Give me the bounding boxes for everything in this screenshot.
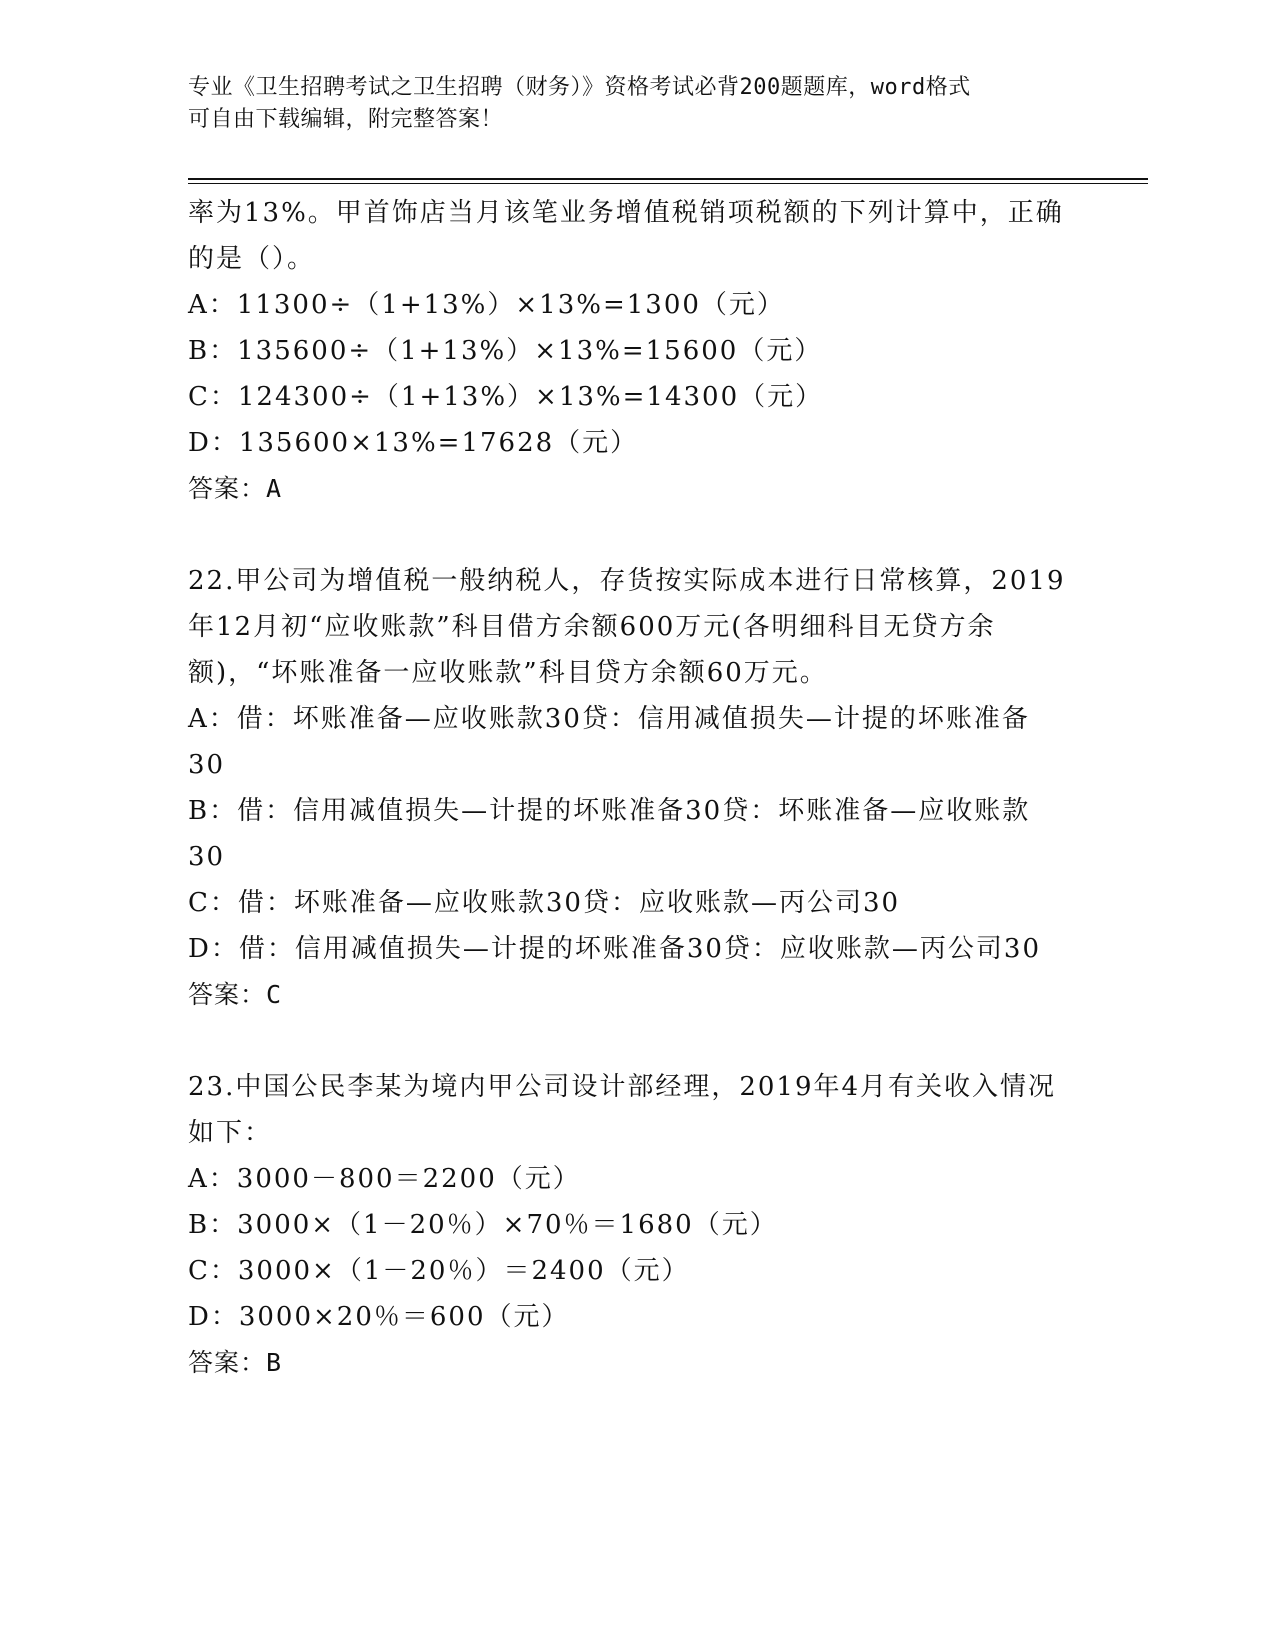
question-stem-line: 年12月初“应收账款”科目借方余额600万元(各明细科目无贷方余 <box>188 612 996 642</box>
question-stem-line: 23.中国公民李某为境内甲公司设计部经理，2019年4月有关收入情况 <box>188 1072 1057 1102</box>
answer-line: 答案：B <box>188 1348 283 1377</box>
option-a: A：11300÷（1+13%）×13%=1300（元） <box>188 290 785 320</box>
option-a: A：借：坏账准备—应收账款30贷：信用减值损失—计提的坏账准备 <box>188 704 1030 734</box>
option-c: C：借：坏账准备—应收账款30贷：应收账款—丙公司30 <box>188 888 901 918</box>
document-body <box>188 190 1088 1386</box>
question-stem-line: 如下： <box>188 1118 273 1148</box>
answer-line: 答案：A <box>188 474 283 503</box>
option-d: D：借：信用减值损失—计提的坏账准备30贷：应收账款—丙公司30 <box>188 934 1042 964</box>
header-title-line-2: 可自由下载编辑，附完整答案！ <box>188 107 504 132</box>
header-divider-thick <box>188 178 1148 180</box>
question-stem-line: 额)，“坏账准备一应收账款”科目贷方余额60万元。 <box>188 658 828 688</box>
option-d: D：3000×20％＝600（元） <box>188 1302 570 1332</box>
option-a: A：3000－800＝2200（元） <box>188 1164 581 1194</box>
option-a-continued: 30 <box>188 750 226 780</box>
option-d: D：135600×13%=17628（元） <box>188 428 639 458</box>
question-22 <box>188 558 1088 1018</box>
question-spacer <box>188 1018 1088 1064</box>
answer-line: 答案：C <box>188 980 283 1009</box>
question-stem-line: 率为13%。甲首饰店当月该笔业务增值税销项税额的下列计算中，正确 <box>188 198 1064 228</box>
question-23 <box>188 1064 1088 1386</box>
header-divider-thin <box>188 183 1148 184</box>
document-header <box>188 72 1088 136</box>
question-spacer <box>188 512 1088 558</box>
option-b: B：3000×（1－20％）×70％＝1680（元） <box>188 1210 778 1240</box>
question-stem-line: 的是（）。 <box>188 244 316 274</box>
question-21 <box>188 190 1088 512</box>
option-b: B：借：信用减值损失—计提的坏账准备30贷：坏账准备—应收账款 <box>188 796 1031 826</box>
question-stem-line: 22.甲公司为增值税一般纳税人，存货按实际成本进行日常核算，2019 <box>188 566 1066 596</box>
header-title-line-1: 专业《卫生招聘考试之卫生招聘（财务）》资格考试必背200题题库，word格式 <box>188 75 971 100</box>
option-c: C：124300÷（1+13%）×13%=14300（元） <box>188 382 824 412</box>
option-b-continued: 30 <box>188 842 226 872</box>
option-c: C：3000×（1－20％）＝2400（元） <box>188 1256 690 1286</box>
option-b: B：135600÷（1+13%）×13%=15600（元） <box>188 336 823 366</box>
